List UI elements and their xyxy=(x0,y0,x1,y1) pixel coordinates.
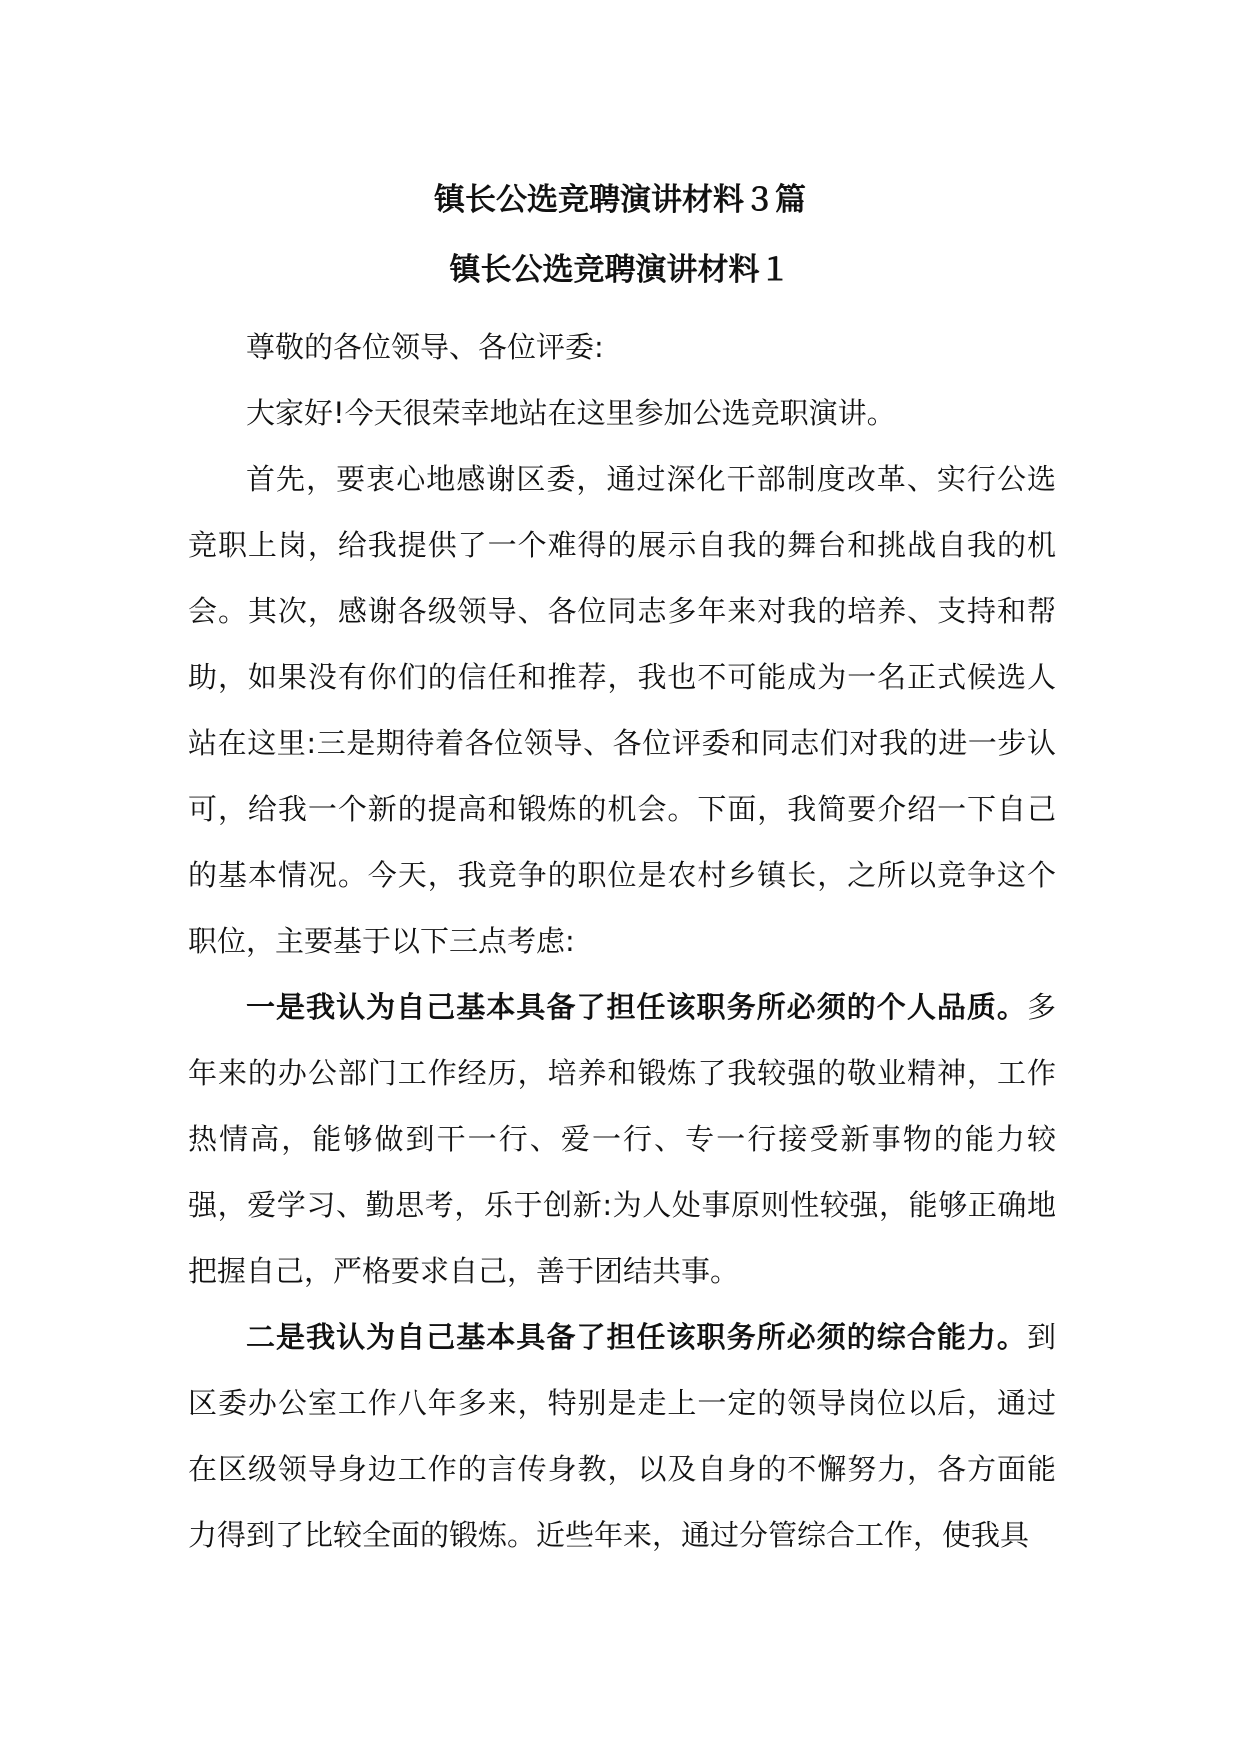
paragraph-lead-bold: 二是我认为自己基本具备了担任该职务所必须的综合能力。 xyxy=(246,1320,1027,1354)
paragraph-text: 多年来的办公部门工作经历，培养和锻炼了我较强的敬业精神，工作热情高，能够做到干一行、爱一行、专一行接受新事物的能力较强，爱学习、勤思考，乐于创新:为人处事原则性较强，能够正确地把握自己，严格要求自己，善于团结共事。 xyxy=(188,990,1056,1288)
paragraph-text: 大家好!今天很荣幸地站在这里参加公选竞职演讲。 xyxy=(246,396,896,430)
paragraph-text: 尊敬的各位领导、各位评委: xyxy=(246,330,604,364)
paragraph-lead-bold: 一是我认为自己基本具备了担任该职务所必须的个人品质。 xyxy=(246,990,1027,1024)
paragraph-text: 首先，要衷心地感谢区委，通过深化干部制度改革、实行公选竞职上岗，给我提供了一个难得的展示自我的舞台和挑战自我的机会。其次，感谢各级领导、各位同志多年来对我的培养、支持和帮助，如果没有你们的信任和推荐，我也不可能成为一名正式候选人站在这里:三是期待着各位领导、各位评委和同志们对我的进一步认可，给我一个新的提高和锻炼的机会。下面，我简要介绍一下自己的基本情况。今天，我竞争的职位是农村乡镇长，之所以竞争这个职位，主要基于以下三点考虑: xyxy=(188,462,1056,958)
document-subtitle: 镇长公选竞聘演讲材料１ xyxy=(449,252,791,288)
paragraph-salutation xyxy=(188,314,1056,380)
paragraph-point-two xyxy=(188,1304,1056,1568)
document-title: 镇长公选竞聘演讲材料３篇 xyxy=(434,182,806,218)
document-body xyxy=(188,314,1056,1568)
paragraph-text: 到区委办公室工作八年多来，特别是走上一定的领导岗位以后，通过在区级领导身边工作的言传身教，以及自身的不懈努力，各方面能力得到了比较全面的锻炼。近些年来，通过分管综合工作，使我具 xyxy=(188,1320,1056,1552)
paragraph-greeting xyxy=(188,380,1056,446)
paragraph-point-one xyxy=(188,974,1056,1304)
paragraph-introduction xyxy=(188,446,1056,974)
